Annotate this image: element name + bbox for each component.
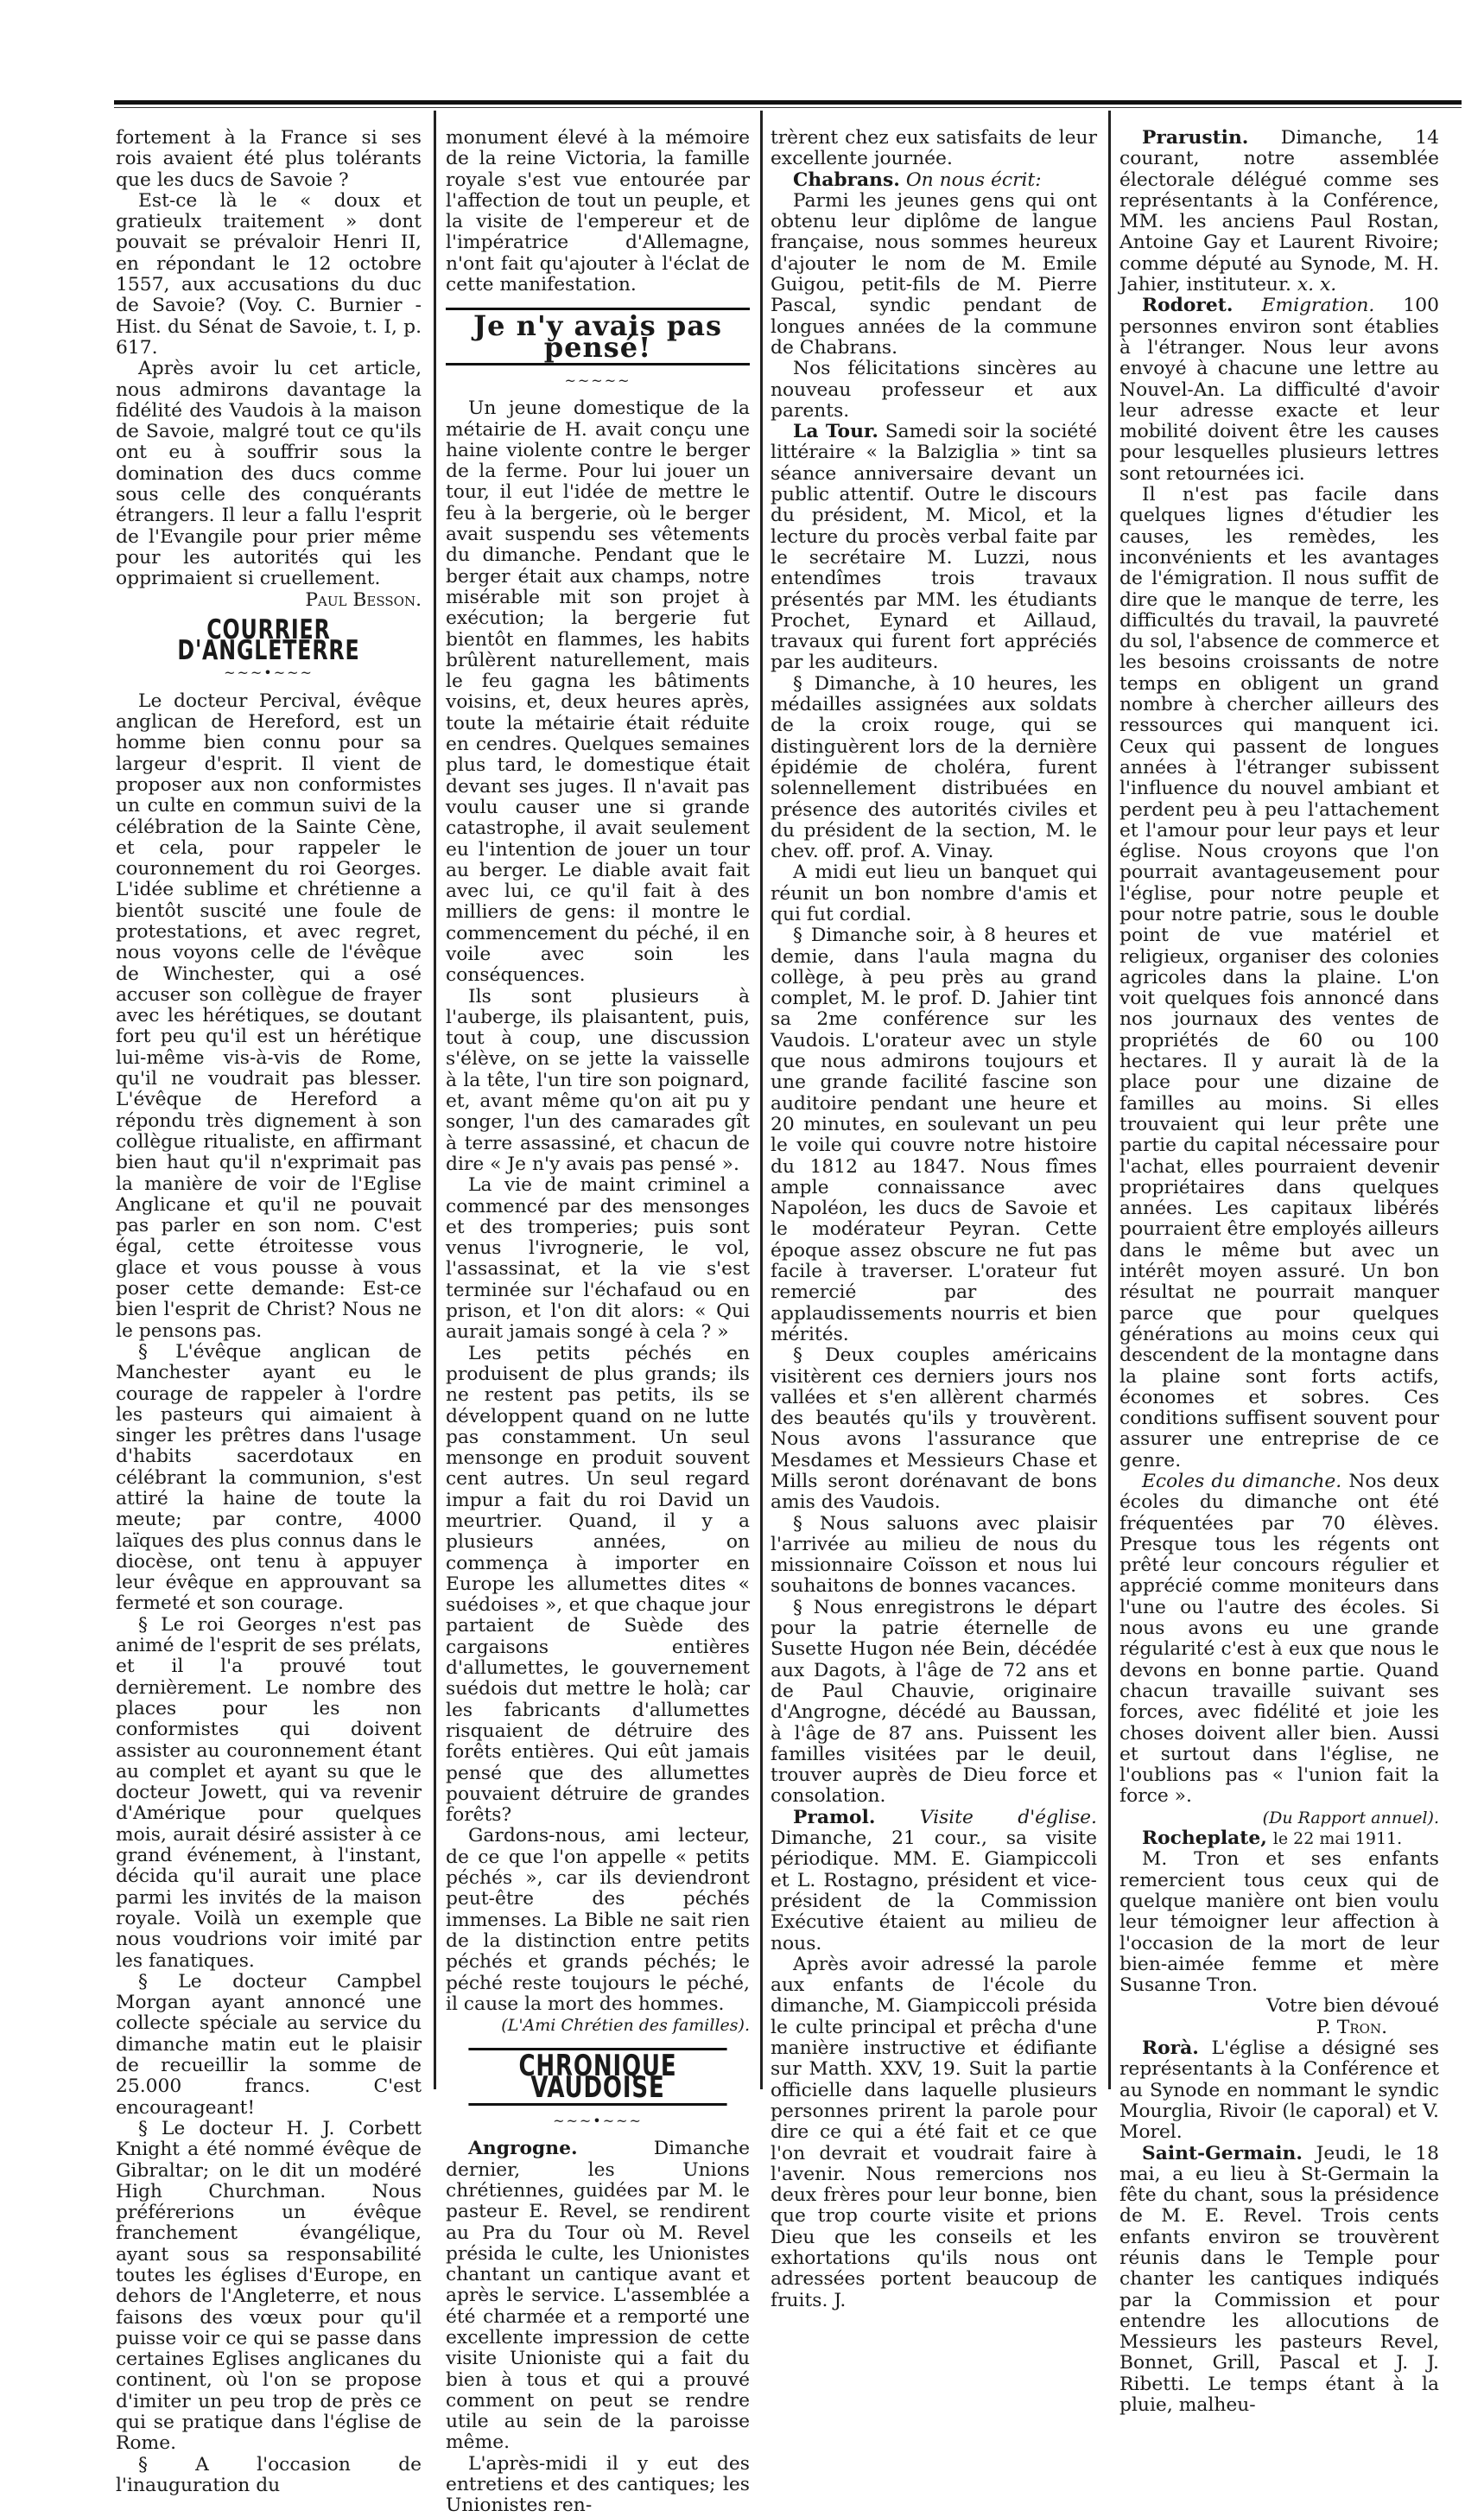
col3-paragraph-1: trèrent chez eux satisfaits de leur excellente journée.: [771, 127, 1097, 170]
signature-xx: x. x.: [1297, 274, 1337, 296]
place-saint-germain: Saint-Germain.: [1142, 2142, 1303, 2164]
col3-paragraph-5: § Dimanche, à 10 heures, les médailles assignées aux soldats de la croix rouge, qui se distinguèrent lors de la dernière épidémie de choléra, furent solennellement distribuées en présence des autorités civiles et du président de la section, M. le chev. off. prof. A. Vinay.: [771, 672, 1097, 863]
lead-emigration: Emigration.: [1261, 295, 1375, 317]
col2-paragraph-5: Les petits péchés en produisent de plus grands; ils ne restent pas petits, ils se développent quand on ne lutte pas constamment. Un seul mensonge en produit souvent cent autres. Un seul regard impur a fait du roi David un meurtrier. Quand, il y a plusieurs années, on commença à importer en Europe les allumettes dites « suédoises », et que chaque jour partaient de Suède des cargaisons entières d'allumettes, le gouvernement suédois dut mettre le holà; car les fabricants d'allumettes risquaient de détruire des forêts entières. Qui eût jamais pensé que des allumettes pouvaient détruire de grandes forêts?: [446, 1342, 750, 1827]
col3-paragraph-11: Dimanche, 21 cour., sa visite périodique. MM. E. Giampiccoli et L. Rostagno, président et vice-président de la Commission Exécutive étaient au milieu de nous.: [771, 1827, 1097, 1954]
place-la-tour: La Tour.: [793, 421, 878, 443]
col4-paragraph-1: Dimanche, 14 courant, notre assemblée électorale délégué comme ses représentants à la Conférence, MM. les anciens Paul Rostan, Antoine Gay et Laurent Rivoire; comme député au Synode, M. H. Jahier, instituteur.: [1119, 127, 1439, 296]
lead-on-nous-ecrit: On nous écrit:: [905, 168, 1042, 191]
top-rule: [114, 100, 1462, 105]
place-prarustin: Prarustin.: [1142, 127, 1249, 149]
col2-paragraph-6: Gardons-nous, ami lecteur, de ce que l'on appelle « petits péchés », car ils deviendront peut-être des péchés immenses. La Bible ne sait rien de la distinction entre petits péchés et grands péchés; le péché reste toujours le péché, il cause la mort des hommes.: [446, 1825, 750, 2015]
heading-je-ny-avais-pas-pense: Je n'y avais pas pensé!: [446, 308, 750, 365]
top-rule-thin: [114, 107, 1462, 108]
signature-p-tron: P. Tron.: [1316, 2016, 1387, 2038]
lead-ecoles-du-dimanche: Ecoles du dimanche.: [1142, 1471, 1342, 1492]
source-rapport-annuel: (Du Rapport annuel).: [1262, 1808, 1439, 1827]
column-divider-3: [1108, 111, 1111, 2089]
col3-paragraph-10: § Nous enregistrons le départ pour la patrie éternelle de Susette Hugon née Bein, décédée aux Dagots, à l'âge de 72 ans et de Paul Chauvie, originaire d'Angrogne, décédé au Baussan, à l'âge de 87 ans. Puissent les familles visitées par le deuil, trouver auprès de Dieu force et consolation.: [771, 1596, 1097, 1808]
column-divider-1: [434, 111, 436, 2089]
place-angrogne: Angrogne.: [468, 2138, 578, 2160]
col2-paragraph-7: Dimanche dernier, les Unions chrétiennes, guidées par M. le pasteur E. Revel, se rendirent au Pra du Tour où M. Revel présida le culte, les Unionistes chantant un cantique avant et après le service. L'assemblée a été charmée et a remporté une excellente impression de cette visite Unioniste qui a fait du bien à tous et qui a prouvé comment on peut se rendre utile au sein de la paroisse même.: [446, 2138, 750, 2454]
col3-paragraph-2: Parmi les jeunes gens qui ont obtenu leur diplôme de langue française, nous sommes heureux d'ajouter le nom de M. Emile Guigou, petit-fils de M. Pierre Pascal, syndic pendant de longues années de la commune de Chabrans.: [771, 189, 1097, 359]
ornament-divider: ~~~•~~~: [224, 664, 314, 682]
column-divider-2: [760, 111, 763, 2089]
col3-paragraph-4: Samedi soir la société littéraire « la Balziglia » tint sa séance anniversaire devant un public attentif. Outre le discours du président, M. Micol, et la lecture du procès verbal faite par le secrétaire M. Luzzi, nous entendîmes trois travaux présentés par MM. les étudiants Prochet, Eynard et Aillaud, travaux qui furent fort appréciés par les auditeurs.: [771, 421, 1097, 674]
place-rocheplate: Rocheplate,: [1142, 1827, 1267, 1850]
lead-visite-eglise: Visite d'église.: [919, 1806, 1097, 1828]
col2-paragraph-4: La vie de maint criminel a commencé par des mensonges et des tromperies; puis sont venus l'ivrognerie, le vol, l'assassinat, et la vie s'est terminée sur l'échafaud ou en prison, et l'on dit alors: « Qui aurait jamais songé à cela ? »: [446, 1174, 750, 1344]
col1-paragraph-5: § L'évêque anglican de Manchester ayant eu le courage de rappeler à l'ordre les pasteurs qui aimaient à singer les prêtres dans l'usage d'habits sacerdotaux en célébrant la communion, s'est attiré la haine de toute la meute; par contre, 4000 laïques des plus connus dans le diocèse, ont tenu à appuyer leur évêque en approuvant sa fermeté et son courage.: [116, 1340, 422, 1615]
col1-paragraph-6: § Le roi Georges n'est pas animé de l'esprit de ses prélats, et il l'a prouvé tout dernièrement. Le nombre des places pour les non conformistes qui doivent assister au couronnement étant au complet et ayant su que le docteur Jowett, qui va revenir d'Amérique pour quelques mois, aurait désiré assister à ce grand événement, à l'instant, décida qu'il aurait une place parmi les invités de la maison royale. Voilà un exemple que nous voudrions voir imité par les fanatiques.: [116, 1613, 422, 1972]
column-4: [1119, 128, 1439, 2416]
place-pramol: Pramol.: [793, 1806, 876, 1828]
col1-paragraph-9: § A l'occasion de l'inauguration du: [116, 2453, 422, 2496]
col2-paragraph-3: Ils sont plusieurs à l'auberge, ils plaisantent, puis, tout à coup, une discussion s'élève, on se jette la vaisselle à la tête, l'un tire son poignard, et, avant même qu'on ait pu y songer, l'un des camarades gît à terre assassiné, et chacun de dire « Je n'y avais pas pensé ».: [446, 985, 750, 1175]
ornament-divider: ~~~•~~~: [553, 2113, 643, 2130]
place-rora: Rorà.: [1142, 2037, 1199, 2060]
column-1: [116, 128, 422, 2496]
col4-paragraph-2: 100 personnes environ sont établies à l'étranger. Nous leur avons envoyé à chacune une lettre au Nouvel-An. La difficulté d'avoir leur adresse exacte et leur mobilité doivent être les causes pour lesquelles plusieurs lettres sont retournées ici.: [1119, 295, 1439, 485]
col1-paragraph-3: Après avoir lu cet article, nous admirons davantage la fidélité des Vaudois à la maison de Savoie, malgré tout ce qu'ils ont eu à souffrir sous la domination des ducs comme sous celle des conquérants étrangers. Il leur a fallu l'esprit de l'Evangile pour prier même pour les autorités qui les opprimaient si cruellement.: [116, 358, 422, 590]
col3-paragraph-9: § Nous saluons avec plaisir l'arrivée au milieu de nous du missionnaire Coïsson et nous lui souhaitons de bonnes vacances.: [771, 1512, 1097, 1598]
column-2: [446, 128, 750, 2517]
heading-chronique-vaudoise: CHRONIQUE VAUDOISE: [468, 2048, 726, 2106]
source-ami-chretien: (L'Ami Chrétien des familles).: [501, 2016, 750, 2036]
col2-paragraph-1: monument élevé à la mémoire de la reine Victoria, la famille royale s'est vue entourée par l'affection de tout un peuple, et la visite de l'empereur et de l'impératrice d'Allemagne, n'ont fait qu'ajouter à l'éclat de cette manifestation.: [446, 127, 750, 296]
col3-paragraph-3: Nos félicitations sincères au nouveau professeur et aux parents.: [771, 358, 1097, 422]
col3-paragraph-8: § Deux couples américains visitèrent ces derniers jours nos vallées et s'en allèrent charmés des beautés qu'ils y trouvèrent. Nous avons l'assurance que Mesdames et Messieurs Chase et Mills seront dorénavant de bons amis des Vaudois.: [771, 1344, 1097, 1514]
ornament-divider: ~~~~~: [564, 372, 631, 389]
col3-paragraph-6: A midi eut lieu un banquet qui réunit un bon nombre d'amis et qui fut cordial.: [771, 861, 1097, 925]
col1-paragraph-2: Est-ce là le « doux et gratieulx traitement » dont pouvait se prévaloir Henri II, en répondant le 12 octobre 1557, aux accusations du duc de Savoie? (Voy. C. Burnier - Hist. du Sénat de Savoie, t. I, p. 617.: [116, 189, 422, 359]
col4-paragraph-5: M. Tron et ses enfants remercient tous ceux qui de quelque manière ont bien voulu leur témoigner leur affection à l'occasion de la mort de leur bien-aimée femme et mère Susanne Tron.: [1119, 1848, 1439, 1997]
date-rocheplate: le 22 mai 1911.: [1272, 1829, 1403, 1849]
col1-paragraph-7: § Le docteur Campbel Morgan ayant annoncé une collecte spéciale au service du dimanche matin eut le plaisir de recueillir la somme de 25.000 francs. C'est encourageant!: [116, 1970, 422, 2119]
column-3: [771, 128, 1097, 2311]
heading-courrier-angleterre: COURRIER D'ANGLETERRE: [177, 613, 360, 667]
col2-paragraph-2: Un jeune domestique de la métairie de H. avait conçu une haine violente contre le berger de la ferme. Pour lui jouer un tour, il eut l'idée de mettre le feu à la bergerie, où le berger avait suspendu ses vêtements du dimanche. Pendant que le berger était aux champs, notre misérable mit son projet à exécution; la bergerie fut bientôt en flammes, les habits brûlèrent naturellement, mais le feu gagna les bâtiments voisins, et, deux heures après, toute la métairie était réduite en cendres. Quelques semaines plus tard, le domestique était devant ses juges. Il n'avait pas voulu causer une si grande catastrophe, il avait seulement eu l'intention de jouer un tour au berger. Le diable avait fait avec lui, ce qu'il fait à des milliers de gens: il montre le commencement du péché, il en voile avec soin les conséquences.: [446, 397, 750, 987]
col2-paragraph-8: L'après-midi il y eut des entretiens et des cantiques; les Unionistes ren-: [446, 2452, 750, 2517]
signature-paul-besson: Paul Besson.: [305, 588, 422, 611]
col3-paragraph-12: Après avoir adressé la parole aux enfants de l'école du dimanche, M. Giampiccoli présida le culte principal et prêcha d'une manière instructive et édifiante sur Matth. XXV, 19. Suit la partie officielle dans laquelle plusieurs personnes prirent la parole pour dire ce qui a été fait et ce que l'on devrait et voudrait faire à l'avenir. Nous remercions nos deux frères pour leur bonne, bien que trop courte visite et prions Dieu que les conseils et les exhortations qu'ils nous ont adressées portent beaucoup de fruits.: [771, 1953, 1097, 2311]
place-rodoret: Rodoret.: [1142, 295, 1233, 317]
col1-paragraph-8: § Le docteur H. J. Corbett Knight a été nommé évêque de Gibraltar; on le dit un modéré High Churchman. Nous préférerions un évêque franchement évangélique, ayant sous sa responsabilité toutes les églises d'Europe, en dehors de l'Angleterre, et nous faisons des vœux pour qu'il puisse voir ce qui se passe dans certaines Eglises anglicanes du continent, où l'on se propose d'imiter un peu trop de près ce qui se pratique dans l'église de Rome.: [116, 2117, 422, 2455]
col4-paragraph-6: L'église a désigné ses représentants à la Conférence et au Synode en nommant le syndic Mourglia, Rivoir (le caporal) et V. Morel.: [1119, 2037, 1439, 2144]
col1-paragraph-4: Le docteur Percival, évêque anglican de Hereford, est un homme bien connu pour sa largeur d'esprit. Il vient de proposer aux non conformistes un culte en commun suivi de la célébration de la Sainte Cène, et cela, pour rappeler le couronnement du roi Georges. L'idée sublime et chrétienne a bientôt suscité une foule de protestations, et avec regret, nous voyons celle de l'évêque de Winchester, qui a osé accuser son collègue de frayer avec les hérétiques, se doutant fort peu qu'il est un hérétique lui-même vis-à-vis de Rome, qu'il ne voudrait pas blesser. L'évêque de Hereford a répondu très dignement à son collègue ritualiste, en affirmant bien haut qu'il n'exprimait pas la manière de voir de l'Eglise Anglicane et qu'il ne pouvait pas parler en son nom. C'est égal, cette étroitesse vous glace et vous pousse à vous poser cette demande: Est-ce bien l'esprit de Christ? Nous ne le pensons pas.: [116, 690, 422, 1342]
closing-votre-bien-devoue: Votre bien dévoué: [1266, 1995, 1439, 2018]
col4-paragraph-7: Jeudi, le 18 mai, a eu lieu à St-Germain la fête du chant, sous la présidence de M. E. Revel. Trois cents enfants environ se trouvèrent réunis dans le Temple pour chanter les cantiques indiqués par la Commission et pour entendre les allocutions de Messieurs les pasteurs Revel, Bonnet, Grill, Pascal et J. J. Ribetti. Le temps étant à la pluie, malheu-: [1119, 2142, 1439, 2417]
signature-j: J.: [834, 2289, 847, 2311]
place-chabrans: Chabrans.: [793, 168, 900, 191]
col3-paragraph-7: § Dimanche soir, à 8 heures et demie, dans l'aula magna du collège, à peu près au grand complet, M. le prof. D. Jahier tint sa 2me conférence sur les Vaudois. L'orateur avec un style que nous admirons toujours et une grande facilité fascine son auditoire pendant une heure et 20 minutes, en soulevant un peu le voile qui couvre notre histoire du 1812 au 1847. Nous fîmes ample connaissance avec Napoléon, les ducs de Savoie et le modérateur Peyran. Cette époque assez obscure ne fut pas facile à traverser. L'orateur fut remercié par des applaudissements nourris et bien mérités.: [771, 925, 1097, 1345]
col4-paragraph-3: Il n'est pas facile dans quelques lignes d'étudier les causes, les remèdes, les inconvénients et les avantages de l'émigration. Il nous suffit de dire que le manque de terre, les difficultés du travail, la pauvreté du sol, l'absence de commerce et les besoins croissants de notre temps en obligent un grand nombre à chercher ailleurs des ressources qui manquent ici. Ceux qui passent de longues années à l'étranger subissent l'influence du nouvel ambiant et perdent peu à peu l'attachement et l'amour pour leur pays et leur église. Nous croyons que l'on pourrait avantageusement pour l'église, pour notre peuple et pour notre patrie, sous le double point de vue matériel et religieux, organiser des colonies agricoles dans la plaine. L'on voit quelques fois annoncé dans nos journaux des ventes de propriétés de 60 ou 100 hectares. Il y aurait là de la place pour une dizaine de familles au moins. Si elles trouvaient qui leur prête une partie du capital nécessaire pour l'achat, elles pourraient devenir propriétaires dans quelques années. Les capitaux libérés pourraient être employés ailleurs dans le même but avec un intérêt moyen assuré. Un bon résultat ne pourrait manquer parce que pour quelques générations au moins ceux qui descendent de la montagne dans la plaine sont forts actifs, économes et sobres. Ces conditions suffisent souvent pour assurer une entreprise de ce genre.: [1119, 484, 1439, 1471]
col4-paragraph-4: Nos deux écoles du dimanche ont été fréquentées par 70 élèves. Presque tous les régents ont prêté leur concours régulier et apprécié comme moniteurs dans l'une ou l'autre des écoles. Si nous avons eu une grande régularité c'est à eux que nous le devons en bonne partie. Quand chacun travaille suivant ses forces, avec fidélité et joie les choses doivent aller bien. Aussi et surtout dans l'église, ne l'oublions pas « l'union fait la force ».: [1119, 1471, 1439, 1808]
col1-paragraph-1: fortement à la France si ses rois avaient été plus tolérants que les ducs de Savoie ?: [116, 127, 422, 191]
